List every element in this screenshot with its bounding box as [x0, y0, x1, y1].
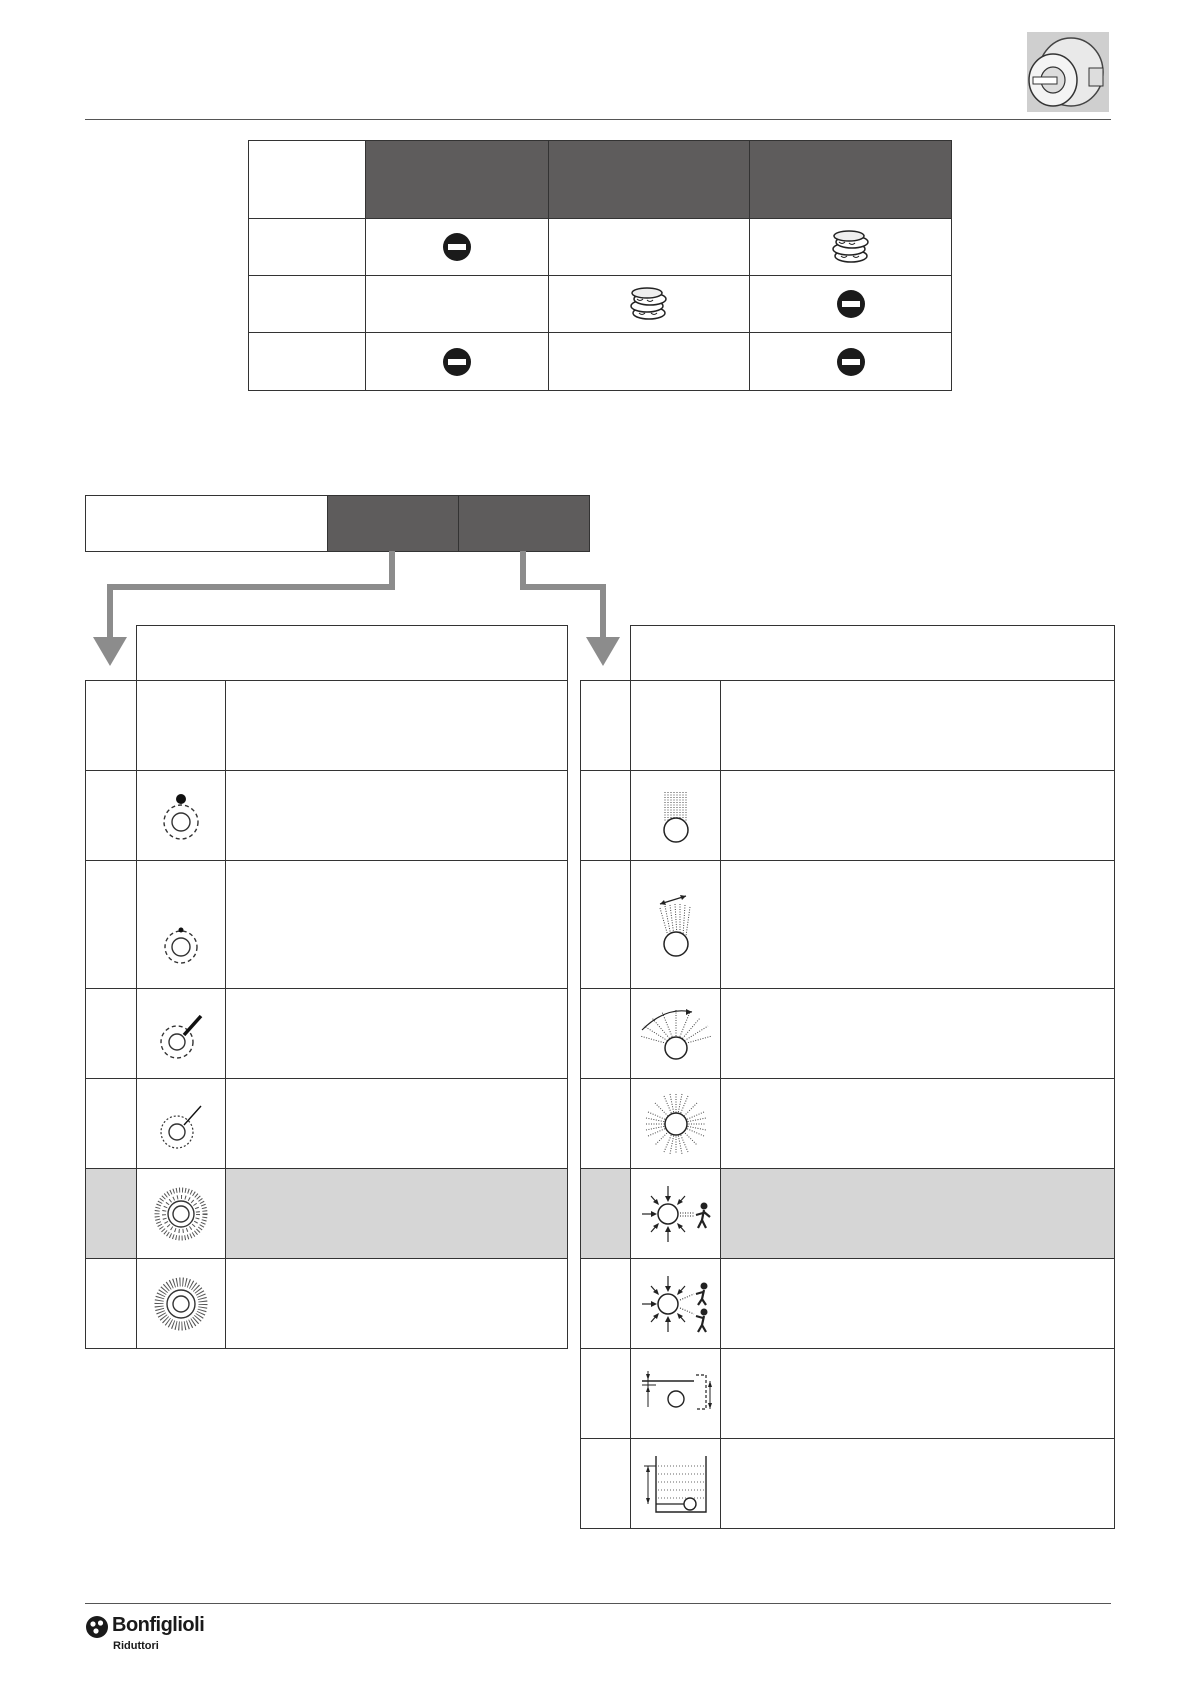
icon-cell: [631, 989, 721, 1079]
table-row: [581, 1439, 1115, 1529]
digit-header-cell: [86, 681, 137, 771]
description-cell: [721, 1349, 1115, 1439]
table-row: [581, 1349, 1115, 1439]
table-title-cell: [631, 626, 1115, 681]
description-cell: [226, 1169, 568, 1259]
brand-logo: [85, 1614, 225, 1662]
digit-cell: [86, 1169, 137, 1259]
description-header-cell: [721, 681, 1115, 771]
icon-cell: [137, 1079, 226, 1169]
icon-cell: [631, 1439, 721, 1529]
table-row: [581, 861, 1115, 989]
description-cell: [721, 1079, 1115, 1169]
description-cell: [721, 1439, 1115, 1529]
icon-cell: [137, 1259, 226, 1349]
solid-protection-2-5mm-icon: [151, 1094, 211, 1154]
table-title-row: [86, 626, 568, 681]
digit-cell: [581, 771, 631, 861]
digit-cell: [581, 1349, 631, 1439]
digit-cell: [581, 861, 631, 989]
table-row-highlighted: [86, 1169, 568, 1259]
table-title-cell: [137, 626, 568, 681]
solid-protection-12mm-icon: [151, 1004, 211, 1064]
digit-cell: [86, 1259, 137, 1349]
icon-cell: [631, 1169, 721, 1259]
table-title-spacer: [86, 626, 137, 681]
table-row: [86, 1259, 568, 1349]
table-row: [581, 1259, 1115, 1349]
dust-tight-icon: [149, 1272, 213, 1336]
icon-header-cell: [631, 681, 721, 771]
digit-header-cell: [581, 681, 631, 771]
water-jets-icon: [638, 1182, 714, 1246]
digit-cell: [581, 1259, 631, 1349]
table-header-row: [581, 681, 1115, 771]
description-cell: [226, 1079, 568, 1169]
solid-protection-table: [85, 625, 568, 1349]
digit-cell: [581, 1169, 631, 1259]
digit-cell: [86, 1079, 137, 1169]
digit-cell: [86, 861, 137, 989]
table-row: [86, 1079, 568, 1169]
icon-cell: [631, 771, 721, 861]
connector-arrows: [0, 0, 1190, 680]
solid-protection-50mm-icon: [151, 915, 211, 975]
icon-cell: [631, 1349, 721, 1439]
icon-cell: [137, 861, 226, 989]
solid-protection-none-icon: [151, 786, 211, 846]
description-header-cell: [226, 681, 568, 771]
water-protection-table: [580, 625, 1115, 1529]
continuous-immersion-icon: [638, 1452, 714, 1516]
brand-subtitle: Riduttori: [113, 1640, 159, 1652]
table-row: [581, 989, 1115, 1079]
temporary-immersion-icon: [638, 1369, 714, 1419]
description-cell: [721, 989, 1115, 1079]
table-row: [86, 861, 568, 989]
table-row: [86, 989, 568, 1079]
digit-cell: [581, 1079, 631, 1169]
description-cell: [226, 989, 568, 1079]
description-cell: [721, 1169, 1115, 1259]
table-row: [581, 1079, 1115, 1169]
table-title-spacer: [581, 626, 631, 681]
icon-cell: [137, 771, 226, 861]
description-cell: [226, 771, 568, 861]
description-cell: [721, 1259, 1115, 1349]
description-cell: [226, 1259, 568, 1349]
icon-cell: [631, 861, 721, 989]
splashing-water-icon: [644, 1092, 708, 1156]
table-title-row: [581, 626, 1115, 681]
spraying-water-icon: [636, 1004, 716, 1064]
table-row: [86, 771, 568, 861]
digit-cell: [581, 989, 631, 1079]
description-cell: [226, 861, 568, 989]
digit-cell: [581, 1439, 631, 1529]
powerful-water-jets-icon: [638, 1272, 714, 1336]
table-header-row: [86, 681, 568, 771]
digit-cell: [86, 989, 137, 1079]
brand-name: Bonfiglioli: [112, 1614, 205, 1636]
table-row: [581, 771, 1115, 861]
icon-cell: [137, 1169, 226, 1259]
icon-cell: [137, 989, 226, 1079]
footer-rule: [85, 1603, 1111, 1604]
description-cell: [721, 771, 1115, 861]
dust-protected-icon: [149, 1182, 213, 1246]
digit-cell: [86, 771, 137, 861]
icon-cell: [631, 1079, 721, 1169]
dripping-water-vertical-icon: [646, 786, 706, 846]
icon-cell: [631, 1259, 721, 1349]
bonfiglioli-logo-icon: [85, 1615, 109, 1639]
icon-header-cell: [137, 681, 226, 771]
table-row-highlighted: [581, 1169, 1115, 1259]
dripping-water-15deg-icon: [646, 890, 706, 960]
description-cell: [721, 861, 1115, 989]
